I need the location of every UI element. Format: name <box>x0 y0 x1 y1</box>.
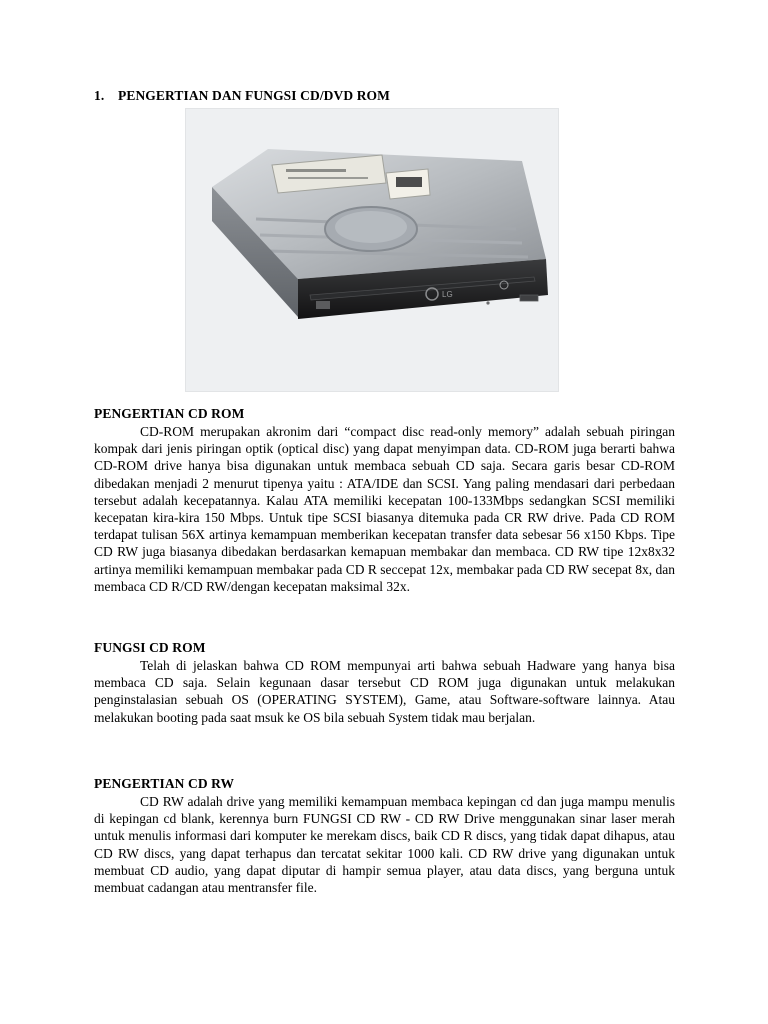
paragraph-text: CD RW adalah drive yang memiliki kemampuan membaca kepingan cd dan juga mampu menulis di kepingan cd blank, kerennya burn FUNGSI CD RW - CD RW Drive menggunakan sinar laser merah untuk menulis informasi dari komputer ke merekam discs, baik CD R discs, yang tidak dapat dihapus, atau CD RW discs, yang dapat terhapus dan tercatat sekitar 1000 kali. CD RW drive yang digunakan untuk membuat CD audio, yang dapat diputar di hampir semua player, atau data discs, yang berguna untuk membuat cadangan atau mentransfer file. <box>94 794 675 896</box>
paragraph-fungsi-cd-rom <box>94 657 675 726</box>
paragraph-pengertian-cd-rom <box>94 423 675 595</box>
heading-fungsi-cd-rom: FUNGSI CD ROM <box>94 640 206 655</box>
section-number: 1. <box>94 88 105 103</box>
paragraph-text: Telah di jelaskan bahwa CD ROM mempunyai arti bahwa sebuah Hadware yang hanya bisa membaca CD saja. Selain kegunaan dasar tersebut CD ROM juga digunakan untuk melakukan penginstalasian sebuah OS (OPERATING SYSTEM), Game, atau Software-software lainnya. Atau melakukan booting pada saat msuk ke OS bila sebuah System tidak mau berjalan. <box>94 658 675 725</box>
cd-dvd-drive-photo <box>185 108 559 392</box>
section-heading-1 <box>94 88 390 104</box>
eject-button <box>520 295 538 301</box>
super-multi-logo <box>316 301 330 309</box>
heading-pengertian-cd-rom: PENGERTIAN CD ROM <box>94 406 245 421</box>
brand-text: LG <box>442 290 453 299</box>
paragraph-text: CD-ROM merupakan akronim dari “compact disc read-only memory” adalah sebuah piringan kompak dari jenis piringan optik (optical disc) yang dapat menyimpan data. CD-ROM juga berarti bahwa CD-ROM drive hanya bisa digunakan untuk membaca sebuah CD saja. Secara garis besar CD-ROM dibedakan menjadi 2 menurut tipenya yaitu : ATA/IDE dan SCSI. Yang paling mendasari dari perbedaan tersebut adalah kecepatannya. Kalau ATA memiliki kecepatan 100-133Mbps sedangkan SCSI memiliki kecepatan kira-kira 150 Mbps. Untuk tipe SCSI biasanya ditemuka pada CR RW drive. Pada CD ROM terdapat tulisan 56X artinya kemampuan memberikan kecepatan transfer data sebesar 56 x150 Kbps. Tipe CD RW juga biasanya dibedakan berdasarkan kemapuan membakar dan membaca. CD RW tipe 12x8x32 artinya memiliki kemampuan membakar pada CD R seccepat 12x, membakar pada CD RW secepat 8x, dan membaca CD R/CD RW/dengan kecepatan maksimal 32x. <box>94 424 675 594</box>
paragraph-pengertian-cd-rw <box>94 793 675 896</box>
optical-drive-illustration <box>186 109 558 391</box>
section-title: PENGERTIAN DAN FUNGSI CD/DVD ROM <box>118 88 390 103</box>
heading-pengertian-cd-rw: PENGERTIAN CD RW <box>94 776 235 791</box>
emergency-eject-hole <box>486 301 489 304</box>
